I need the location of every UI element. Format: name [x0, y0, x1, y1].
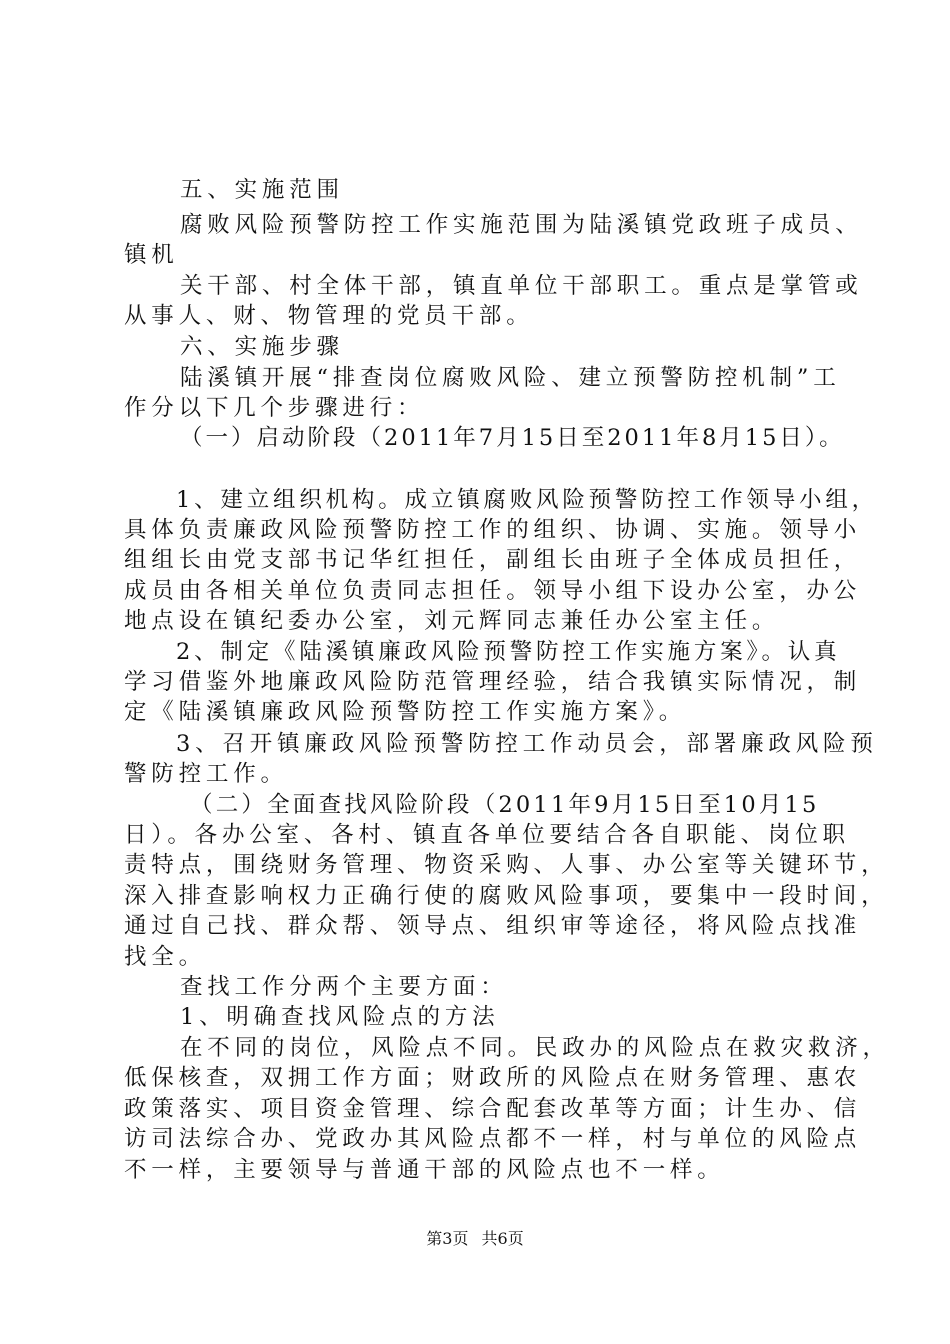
page-total: 共6页 [481, 1229, 524, 1248]
paragraph-line: 定《陆溪镇廉政风险预警防控工作实施方案》。 [124, 699, 687, 725]
section-heading-5: 五、实施范围 [180, 177, 344, 203]
section-heading-6: 六、实施步骤 [180, 334, 344, 360]
page-footer [0, 1228, 950, 1250]
paragraph-line: 责特点，围绕财务管理、物资采购、人事、办公室等关键环节， [124, 852, 889, 878]
paragraph-line: 日）。各办公室、各村、镇直各单位要结合各自职能、岗位职 [124, 822, 850, 848]
paragraph-line: 警防控工作。 [124, 761, 288, 787]
paragraph-line: 关干部、村全体干部，镇直单位干部职工。重点是掌管或 [180, 273, 863, 299]
paragraph-line: 2、制定《陆溪镇廉政风险预警防控工作实施方案》。认真 [176, 639, 841, 665]
paragraph-line: 地点设在镇纪委办公室，刘元辉同志兼任办公室主任。 [124, 608, 780, 634]
paragraph-line: 找全。 [124, 944, 206, 970]
stage-heading-1: （一）启动阶段（2011年7月15日至2011年8月15日）。 [180, 425, 845, 451]
paragraph-line: 1、建立组织机构。成立镇腐败风险预警防控工作领导小组， [176, 487, 878, 513]
paragraph-line: 不一样，主要领导与普通干部的风险点也不一样。 [124, 1157, 725, 1183]
paragraph-line: 陆溪镇开展“排查岗位腐败风险、建立预警防控机制”工 [180, 365, 841, 391]
paragraph-line: 成员由各相关单位负责同志担任。领导小组下设办公室，办公 [124, 578, 862, 604]
paragraph-line: 访司法综合办、党政办其风险点都不一样，村与单位的风险点 [124, 1126, 862, 1152]
paragraph-line: 查找工作分两个主要方面： [180, 974, 508, 1000]
subheading-method: 1、明确查找风险点的方法 [180, 1004, 500, 1030]
paragraph-line: 深入排查影响权力正确行使的腐败风险事项，要集中一段时间， [124, 883, 889, 909]
paragraph-line: 腐败风险预警防控工作实施范围为陆溪镇党政班子成员、 [180, 212, 863, 238]
paragraph-line: 具体负责廉政风险预警防控工作的组织、协调、实施。领导小 [124, 517, 862, 543]
paragraph-line: 作分以下几个步骤进行： [124, 395, 425, 421]
paragraph-line: 从事人、财、物管理的党员干部。 [124, 303, 534, 329]
page-number: 第3页 [426, 1229, 469, 1248]
paragraph-line: 学习借鉴外地廉政风险防范管理经验，结合我镇实际情况，制 [124, 669, 862, 695]
paragraph-line: 3、召开镇廉政风险预警防控工作动员会，部署廉政风险预 [176, 731, 878, 757]
paragraph-line: 在不同的岗位，风险点不同。民政办的风险点在救灾救济， [180, 1035, 890, 1061]
paragraph-line: 政策落实、项目资金管理、综合配套改革等方面；计生办、信 [124, 1096, 862, 1122]
paragraph-line: 组组长由党支部书记华红担任，副组长由班子全体成员担任， [124, 547, 862, 573]
paragraph-line: 低保核查，双拥工作方面；财政所的风险点在财务管理、惠农 [124, 1065, 862, 1091]
stage-heading-2: （二）全面查找风险阶段（2011年9月15日至10月15 [190, 792, 820, 818]
paragraph-line: 通过自己找、群众帮、领导点、组织审等途径，将风险点找准 [124, 913, 862, 939]
paragraph-line: 镇机 [124, 242, 179, 268]
